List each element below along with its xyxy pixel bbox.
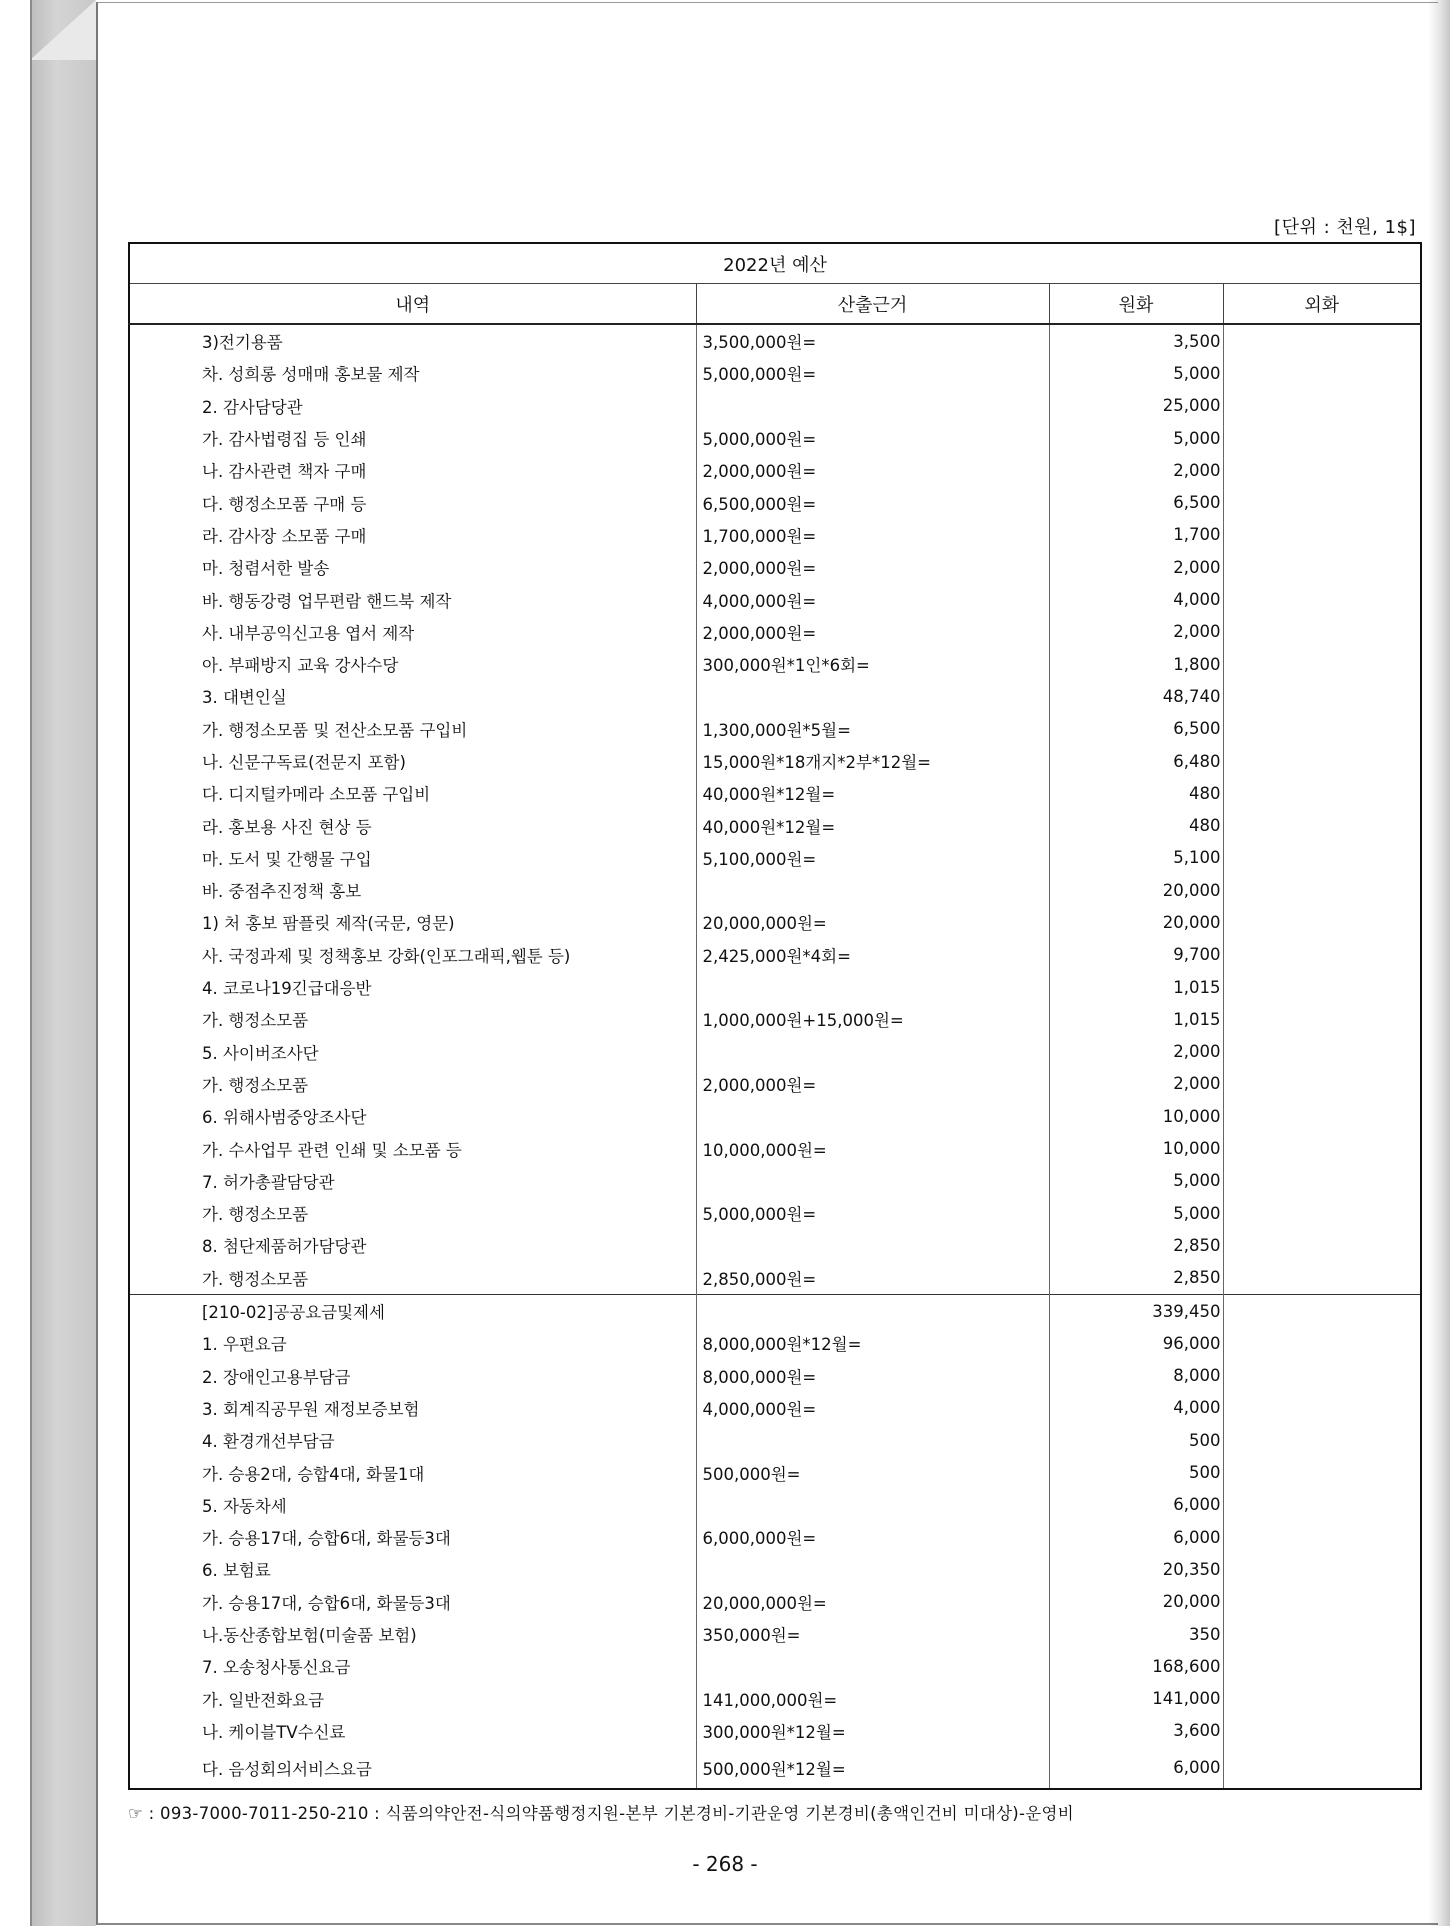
table-row [129,939,1421,971]
row-foreign [1223,1100,1421,1132]
row-item: 3. 대변인실 [129,680,696,712]
row-foreign [1223,1165,1421,1197]
row-item: 3)전기용품 [129,324,696,357]
row-item: 다. 음성회의서비스요금 [129,1747,696,1789]
row-item: 사. 국정과제 및 정책홍보 강화(인포그래픽,웹툰 등) [129,939,696,971]
row-foreign [1223,1424,1421,1456]
row-item: 6. 보험료 [129,1553,696,1585]
row-won: 3,600 [1049,1715,1223,1747]
row-foreign [1223,1618,1421,1650]
row-basis [696,874,1049,906]
row-won: 6,480 [1049,745,1223,777]
row-won: 10,000 [1049,1132,1223,1164]
row-basis: 6,000,000원= [696,1521,1049,1553]
row-foreign [1223,777,1421,809]
row-foreign [1223,1197,1421,1229]
year-title: 2022년 예산 [129,243,1421,284]
page-number: - 268 - [692,1852,758,1876]
row-item: 라. 감사장 소모품 구매 [129,519,696,551]
row-item: 7. 오송청사통신요금 [129,1650,696,1682]
table-row [129,1262,1421,1295]
row-won: 1,700 [1049,519,1223,551]
row-basis: 2,425,000원*4회= [696,939,1049,971]
row-won: 350 [1049,1618,1223,1650]
row-item: 1. 우편요금 [129,1327,696,1359]
row-basis: 2,000,000원= [696,616,1049,648]
row-foreign [1223,1715,1421,1747]
row-basis: 300,000원*1인*6회= [696,648,1049,680]
binder-edge [30,0,32,1926]
binder-spine-top [30,0,96,60]
table-row [129,1521,1421,1553]
row-foreign [1223,906,1421,938]
row-item: 나.동산종합보험(미술품 보험) [129,1618,696,1650]
row-item: 3. 회계직공무원 재정보증보험 [129,1392,696,1424]
row-basis [696,1294,1049,1327]
row-basis: 5,000,000원= [696,422,1049,454]
table-row [129,1327,1421,1359]
row-won: 2,850 [1049,1229,1223,1261]
row-won: 3,500 [1049,324,1223,357]
table-row [129,1036,1421,1068]
row-foreign [1223,357,1421,389]
row-won: 339,450 [1049,1294,1223,1327]
row-foreign [1223,713,1421,745]
row-foreign [1223,1003,1421,1035]
row-foreign [1223,809,1421,841]
table-row [129,422,1421,454]
row-basis [696,1553,1049,1585]
row-won: 480 [1049,777,1223,809]
table-row [129,906,1421,938]
row-won: 20,000 [1049,906,1223,938]
row-foreign [1223,1327,1421,1359]
table-row [129,713,1421,745]
row-basis: 5,100,000원= [696,842,1049,874]
table-row [129,1229,1421,1261]
table-row [129,1682,1421,1714]
row-foreign [1223,1456,1421,1488]
row-won: 8,000 [1049,1360,1223,1392]
row-foreign [1223,486,1421,518]
table-row [129,583,1421,615]
table-row [129,1715,1421,1747]
row-item: 아. 부패방지 교육 강사수당 [129,648,696,680]
row-foreign [1223,1489,1421,1521]
row-basis [696,1650,1049,1682]
row-basis: 10,000,000원= [696,1132,1049,1164]
row-foreign [1223,1132,1421,1164]
table-row [129,1197,1421,1229]
row-foreign [1223,1360,1421,1392]
table-row [129,1424,1421,1456]
row-item: 8. 첨단제품허가담당관 [129,1229,696,1261]
row-item: 6. 위해사범중앙조사단 [129,1100,696,1132]
row-foreign [1223,422,1421,454]
column-header-won: 원화 [1049,284,1223,325]
row-item: 다. 행정소모품 구매 등 [129,486,696,518]
row-basis: 2,000,000원= [696,1068,1049,1100]
row-foreign [1223,1650,1421,1682]
row-basis: 300,000원*12월= [696,1715,1049,1747]
row-foreign [1223,939,1421,971]
row-won: 500 [1049,1424,1223,1456]
row-won: 2,000 [1049,551,1223,583]
table-row [129,486,1421,518]
row-won: 5,000 [1049,1197,1223,1229]
row-basis [696,680,1049,712]
row-item: 가. 행정소모품 [129,1068,696,1100]
row-won: 9,700 [1049,939,1223,971]
row-item: 마. 청렴서한 발송 [129,551,696,583]
row-item: [210-02]공공요금및제세 [129,1294,696,1327]
row-foreign [1223,1553,1421,1585]
binder-spine [30,0,96,1926]
row-item: 가. 승용17대, 승합6대, 화물등3대 [129,1586,696,1618]
row-item: 2. 감사담당관 [129,390,696,422]
row-foreign [1223,1068,1421,1100]
row-item: 가. 승용2대, 승합4대, 화물1대 [129,1456,696,1488]
table-row [129,1003,1421,1035]
row-item: 나. 케이블TV수신료 [129,1715,696,1747]
row-won: 6,000 [1049,1521,1223,1553]
table-row [129,1489,1421,1521]
row-basis: 500,000원*12월= [696,1747,1049,1789]
row-won: 1,015 [1049,971,1223,1003]
row-item: 가. 행정소모품 [129,1262,696,1295]
table-row [129,616,1421,648]
table-row [129,1165,1421,1197]
row-item: 가. 행정소모품 [129,1003,696,1035]
table-row [129,971,1421,1003]
row-basis [696,1489,1049,1521]
row-basis: 20,000,000원= [696,1586,1049,1618]
row-won: 5,000 [1049,357,1223,389]
table-row [129,1747,1421,1789]
row-item: 4. 코로나19긴급대응반 [129,971,696,1003]
table-row [129,809,1421,841]
row-basis: 4,000,000원= [696,583,1049,615]
row-item: 나. 감사관련 책자 구매 [129,454,696,486]
row-won: 96,000 [1049,1327,1223,1359]
row-basis [696,1036,1049,1068]
row-won: 500 [1049,1456,1223,1488]
table-row [129,454,1421,486]
table-row [129,1068,1421,1100]
table-row [129,777,1421,809]
row-won: 6,000 [1049,1747,1223,1789]
row-basis: 8,000,000원= [696,1360,1049,1392]
row-foreign [1223,551,1421,583]
row-foreign [1223,745,1421,777]
table-row [129,390,1421,422]
row-foreign [1223,1294,1421,1327]
row-basis: 20,000,000원= [696,906,1049,938]
table-row [129,1294,1421,1327]
budget-table [128,242,1422,1790]
row-basis: 4,000,000원= [696,1392,1049,1424]
row-item: 5. 사이버조사단 [129,1036,696,1068]
row-foreign [1223,648,1421,680]
row-basis: 2,000,000원= [696,454,1049,486]
row-foreign [1223,680,1421,712]
row-basis: 5,000,000원= [696,357,1049,389]
page-shadow [1428,0,1450,1926]
row-item: 1) 처 홍보 팜플릿 제작(국문, 영문) [129,906,696,938]
row-foreign [1223,1521,1421,1553]
row-basis: 8,000,000원*12월= [696,1327,1049,1359]
unit-label: [단위 : 천원, 1$] [1274,217,1416,238]
row-item: 가. 감사법령집 등 인쇄 [129,422,696,454]
table-row [129,1456,1421,1488]
row-won: 168,600 [1049,1650,1223,1682]
row-basis [696,1424,1049,1456]
row-basis: 141,000,000원= [696,1682,1049,1714]
table-row [129,1392,1421,1424]
table-row [129,648,1421,680]
row-won: 5,000 [1049,422,1223,454]
row-foreign [1223,454,1421,486]
table-row [129,1650,1421,1682]
row-basis [696,1229,1049,1261]
column-header-item: 내역 [129,284,696,325]
row-won: 25,000 [1049,390,1223,422]
row-item: 바. 중점추진정책 홍보 [129,874,696,906]
row-basis: 40,000원*12월= [696,777,1049,809]
row-won: 20,000 [1049,1586,1223,1618]
row-foreign [1223,842,1421,874]
row-won: 6,500 [1049,486,1223,518]
row-item: 마. 도서 및 간행물 구입 [129,842,696,874]
row-item: 라. 홍보용 사진 현상 등 [129,809,696,841]
row-basis: 2,000,000원= [696,551,1049,583]
row-foreign [1223,874,1421,906]
row-item: 가. 행정소모품 및 전산소모품 구입비 [129,713,696,745]
table-row [129,1586,1421,1618]
row-item: 가. 승용17대, 승합6대, 화물등3대 [129,1521,696,1553]
table-row [129,1132,1421,1164]
row-basis: 350,000원= [696,1618,1049,1650]
row-won: 1,015 [1049,1003,1223,1035]
row-won: 6,500 [1049,713,1223,745]
row-basis [696,1165,1049,1197]
row-item: 바. 행동강령 업무편람 핸드북 제작 [129,583,696,615]
row-won: 2,000 [1049,616,1223,648]
row-basis: 500,000원= [696,1456,1049,1488]
row-foreign [1223,1747,1421,1789]
row-item: 차. 성희롱 성매매 홍보물 제작 [129,357,696,389]
table-row [129,551,1421,583]
row-basis: 15,000원*18개지*2부*12월= [696,745,1049,777]
row-won: 141,000 [1049,1682,1223,1714]
row-foreign [1223,1392,1421,1424]
row-won: 20,000 [1049,874,1223,906]
row-foreign [1223,971,1421,1003]
row-won: 10,000 [1049,1100,1223,1132]
row-basis [696,1100,1049,1132]
row-foreign [1223,1229,1421,1261]
row-won: 2,850 [1049,1262,1223,1295]
table-body [129,324,1421,1789]
row-won: 480 [1049,809,1223,841]
table-row [129,874,1421,906]
row-basis: 40,000원*12월= [696,809,1049,841]
row-won: 4,000 [1049,1392,1223,1424]
row-item: 5. 자동차세 [129,1489,696,1521]
column-header-basis: 산출근거 [696,284,1049,325]
table-row [129,519,1421,551]
table-row [129,324,1421,357]
row-won: 2,000 [1049,1068,1223,1100]
row-item: 다. 디지털카메라 소모품 구입비 [129,777,696,809]
table-row [129,745,1421,777]
row-basis: 5,000,000원= [696,1197,1049,1229]
row-won: 2,000 [1049,1036,1223,1068]
row-basis: 3,500,000원= [696,324,1049,357]
row-basis: 1,300,000원*5월= [696,713,1049,745]
row-won: 1,800 [1049,648,1223,680]
table-row [129,1100,1421,1132]
row-foreign [1223,390,1421,422]
row-won: 5,100 [1049,842,1223,874]
row-foreign [1223,1586,1421,1618]
row-item: 가. 행정소모품 [129,1197,696,1229]
table-row [129,1553,1421,1585]
row-foreign [1223,583,1421,615]
row-foreign [1223,1682,1421,1714]
row-foreign [1223,1036,1421,1068]
row-foreign [1223,616,1421,648]
row-basis: 1,000,000원+15,000원= [696,1003,1049,1035]
row-item: 4. 환경개선부담금 [129,1424,696,1456]
table-row [129,680,1421,712]
table-row [129,842,1421,874]
row-item: 2. 장애인고용부담금 [129,1360,696,1392]
row-item: 가. 수사업무 관련 인쇄 및 소모품 등 [129,1132,696,1164]
row-basis: 6,500,000원= [696,486,1049,518]
row-won: 5,000 [1049,1165,1223,1197]
row-basis: 1,700,000원= [696,519,1049,551]
row-foreign [1223,1262,1421,1295]
table-row [129,1360,1421,1392]
row-item: 7. 허가총괄담당관 [129,1165,696,1197]
row-won: 6,000 [1049,1489,1223,1521]
column-header-foreign: 외화 [1223,284,1421,325]
row-basis [696,971,1049,1003]
row-won: 48,740 [1049,680,1223,712]
row-item: 가. 일반전화요금 [129,1682,696,1714]
table-row [129,357,1421,389]
row-won: 20,350 [1049,1553,1223,1585]
row-won: 4,000 [1049,583,1223,615]
row-won: 2,000 [1049,454,1223,486]
row-foreign [1223,324,1421,357]
row-basis: 2,850,000원= [696,1262,1049,1295]
table-row [129,1618,1421,1650]
row-basis [696,390,1049,422]
row-item: 나. 신문구독료(전문지 포함) [129,745,696,777]
row-foreign [1223,519,1421,551]
footnote: ☞ : 093-7000-7011-250-210 : 식품의약안전-식의약품행정지원-본부 기본경비-기관운영 기본경비(총액인건비 미대상)-운영비 [128,1804,1075,1823]
row-item: 사. 내부공익신고용 엽서 제작 [129,616,696,648]
